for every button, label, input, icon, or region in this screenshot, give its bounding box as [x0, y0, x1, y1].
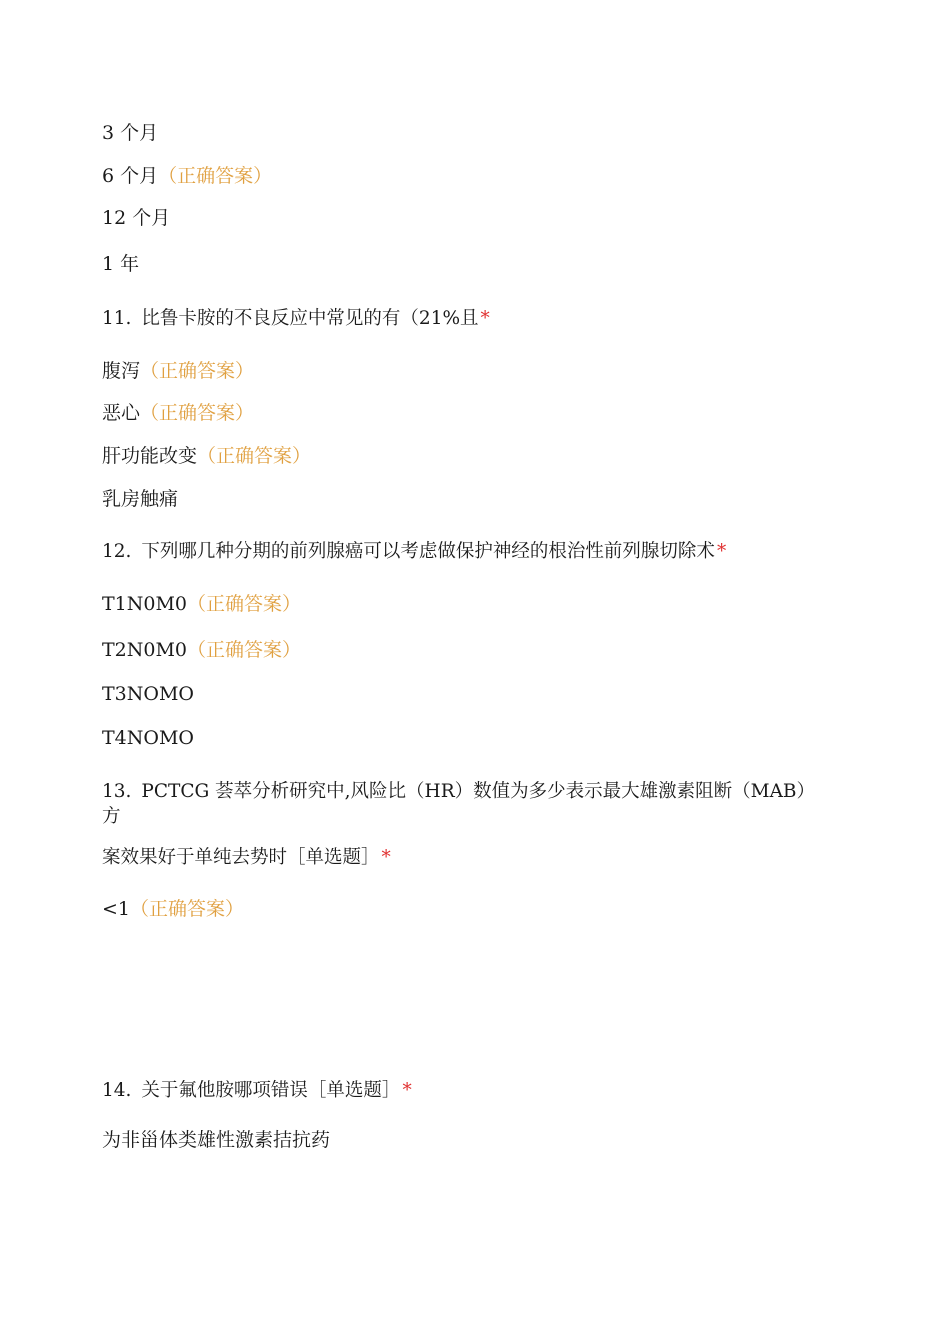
required-mark: * — [480, 308, 490, 329]
correct-answer-tag: （正确答案） — [130, 898, 245, 920]
q13-title-line-2 — [102, 804, 121, 830]
correct-answer-tag: （正确答案） — [187, 593, 302, 615]
q14-title — [102, 1078, 412, 1104]
q11-option-3 — [102, 443, 311, 469]
question-number: 12. — [102, 541, 132, 562]
option-text: 腹泻 — [102, 360, 141, 382]
q11-option-1 — [102, 358, 254, 384]
option-text: 乳房触痛 — [102, 488, 179, 510]
q11-option-4 — [102, 486, 178, 512]
question-text: 关于氟他胺哪项错误［单选题］ — [141, 1080, 401, 1101]
q12-option-1 — [102, 591, 301, 617]
correct-answer-tag: （正确答案） — [197, 445, 312, 467]
option-text: 3 个月 — [102, 122, 159, 144]
option-text: 肝功能改变 — [102, 445, 198, 467]
required-mark: * — [402, 1080, 412, 1101]
q10-option-2 — [102, 163, 272, 189]
q12-title — [102, 539, 726, 565]
option-text: <1 — [102, 898, 131, 920]
question-text: 案效果好于单纯去势时［单选题］ — [102, 847, 380, 868]
question-text: 下列哪几种分期的前列腺癌可以考虑做保护神经的根治性前列腺切除术 — [141, 541, 715, 562]
q13-option-1 — [102, 896, 244, 922]
required-mark: * — [381, 847, 391, 868]
correct-answer-tag: （正确答案） — [158, 165, 273, 187]
q12-option-4 — [102, 725, 194, 751]
option-text: 为非甾体类雄性激素拮抗药 — [102, 1129, 331, 1151]
q10-option-3 — [102, 205, 170, 231]
q12-option-2 — [102, 637, 301, 663]
question-text: PCTCG 荟萃分析研究中,风险比（HR）数值为多少表示最大雄激素阻断（MAB） — [141, 781, 816, 802]
option-text: T1N0M0 — [102, 593, 188, 615]
q10-option-1 — [102, 120, 158, 146]
q13-title-line-1 — [102, 779, 815, 805]
correct-answer-tag: （正确答案） — [187, 639, 302, 661]
question-text: 方 — [102, 806, 121, 827]
option-text: 恶心 — [102, 402, 141, 424]
q11-title — [102, 306, 490, 332]
q10-option-4 — [102, 251, 139, 277]
required-mark: * — [716, 541, 727, 562]
option-text: T4NOMO — [102, 727, 194, 749]
option-text: 12 个月 — [102, 207, 171, 229]
option-text: 1 年 — [102, 253, 140, 275]
correct-answer-tag: （正确答案） — [140, 360, 255, 382]
question-number: 11. — [102, 308, 132, 329]
q12-option-3 — [102, 681, 194, 707]
q13-title-line-3 — [102, 845, 391, 871]
q14-option-1 — [102, 1127, 330, 1153]
question-text: 比鲁卡胺的不良反应中常见的有（21%且 — [141, 308, 479, 329]
question-number: 13. — [102, 781, 132, 802]
question-number: 14. — [102, 1080, 132, 1101]
option-text: T3NOMO — [102, 683, 194, 705]
option-text: 6 个月 — [102, 165, 159, 187]
q11-option-2 — [102, 400, 254, 426]
option-text: T2N0M0 — [102, 639, 188, 661]
correct-answer-tag: （正确答案） — [140, 402, 255, 424]
